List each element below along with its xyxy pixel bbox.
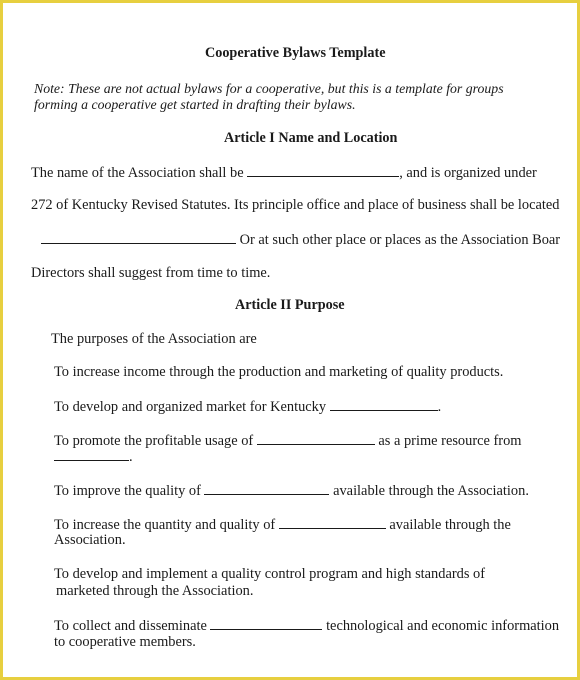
purpose-item-2-end: . xyxy=(437,399,442,415)
purpose-item-6: To develop and implement a quality control program and high standards of xyxy=(54,566,486,582)
quality-blank[interactable] xyxy=(204,482,329,495)
purpose-item-2-text: To develop and organized market for Kentucky xyxy=(54,399,327,415)
document-title: Cooperative Bylaws Template xyxy=(205,45,386,61)
purpose-item-7-text-b: technological and economic information xyxy=(326,618,560,634)
note-line-2: forming a cooperative get started in drafting their bylaws. xyxy=(34,97,356,112)
quantity-blank[interactable] xyxy=(279,516,386,529)
article-1-line-1-text-a: The name of the Association shall be xyxy=(31,165,244,181)
purpose-item-3-text-a: To promote the profitable usage of xyxy=(54,433,254,449)
purpose-item-2 xyxy=(54,398,441,416)
purpose-item-3-line-2 xyxy=(54,448,133,466)
purpose-intro: The purposes of the Association are xyxy=(51,331,257,347)
article-1-line-2: 272 of Kentucky Revised Statutes. Its principle office and place of business shall be located xyxy=(31,197,560,213)
article-1-line-3 xyxy=(41,231,560,249)
resource-blank[interactable] xyxy=(54,448,129,461)
purpose-item-5-text-b: available through the xyxy=(389,517,511,533)
purpose-item-5-text-a: To increase the quantity and quality of xyxy=(54,517,276,533)
note-line-1: Note: These are not actual bylaws for a cooperative, but this is a template for groups xyxy=(34,81,504,96)
purpose-item-4 xyxy=(54,482,529,500)
purpose-item-3-text-b: as a prime resource from xyxy=(378,433,522,449)
purpose-item-6-line-2: marketed through the Association. xyxy=(56,583,254,599)
purpose-item-1: To increase income through the production and marketing of quality products. xyxy=(54,364,504,380)
information-blank[interactable] xyxy=(210,617,322,630)
article-1-line-3-text: Or at such other place or places as the Association Boar xyxy=(236,232,561,248)
usage-blank[interactable] xyxy=(257,432,375,445)
article-1-line-1 xyxy=(31,164,537,182)
purpose-item-7-line-2: to cooperative members. xyxy=(54,634,196,650)
article-1-line-1-text-b: , and is organized under xyxy=(399,165,537,181)
purpose-item-7-text-a: To collect and disseminate xyxy=(54,618,207,634)
purpose-item-5-line-2: Association. xyxy=(54,532,126,548)
market-blank[interactable] xyxy=(330,398,438,411)
association-name-blank[interactable] xyxy=(247,164,399,177)
article-2-heading: Article II Purpose xyxy=(235,297,345,313)
purpose-item-4-text-a: To improve the quality of xyxy=(54,483,201,499)
office-location-blank[interactable] xyxy=(41,231,236,244)
purpose-item-4-text-b: available through the Association. xyxy=(333,483,529,499)
article-1-heading: Article I Name and Location xyxy=(224,130,398,146)
purpose-item-7 xyxy=(54,617,559,635)
purpose-item-3-end: . xyxy=(129,449,133,465)
article-1-line-4: Directors shall suggest from time to time. xyxy=(31,265,271,281)
